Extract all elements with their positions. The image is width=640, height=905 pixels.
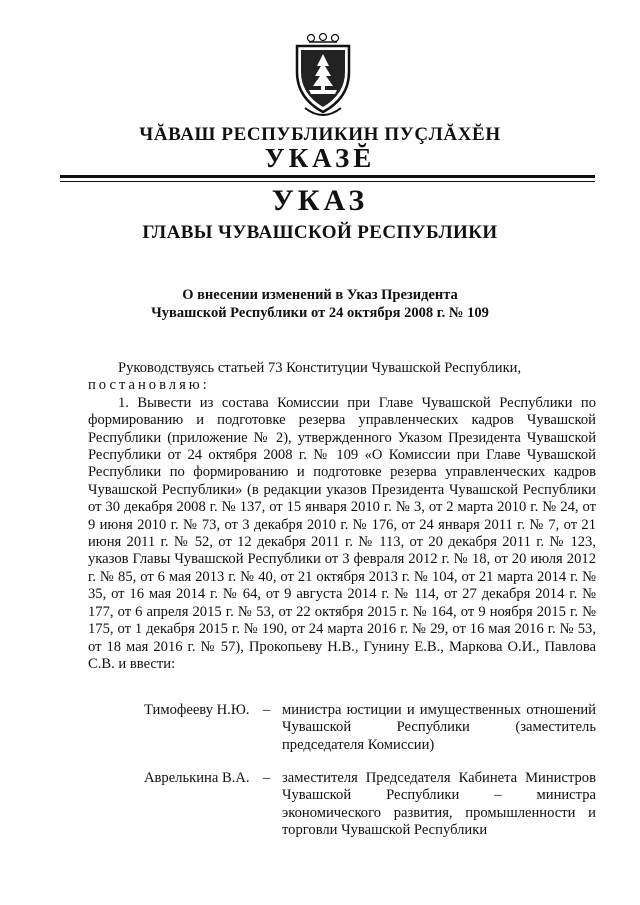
header-divider-thin bbox=[60, 181, 595, 182]
subject-line-2: Чувашской Республики от 24 октября 2008 г. № 109 bbox=[151, 305, 489, 321]
header-divider-thick bbox=[60, 175, 595, 178]
chuvash-header-line: ЧĂВАШ РЕСПУБЛИКИН ПУÇЛĂХĔН bbox=[139, 124, 501, 145]
appointee-name: Тимофееву Н.Ю. bbox=[144, 702, 250, 718]
paragraph-1: 1. Вывести из состава Комиссии при Главе Чувашской Республики по формированию и подготовке резерва управленческих кадров Чувашской Республики (приложение № 2), утвержденного Указом Президента Чувашской Республики от 24 октября 2008 г. № 109 «О Комиссии при Главе Чувашской Республики по формированию и подготовке резерва управленческих кадров Чувашской Республики» (в редакции указов Президента Чувашской Республики от 30 декабря 2008 г. № 137, от 15 января 2010 г. № 3, от 2 марта 2010 г. № 24, от 9 июня 2010 г. № 73, от 3 декабря 2010 г. № 176, от 24 января 2011 г. № 7, от 21 июня 2011 г. № 52, от 12 декабря 2011 г. № 113, от 20 декабря 2011 г. № 123, указов Главы Чувашской Республики от 3 февраля 2012 г. № 18, от 20 июля 2012 г. № 85, от 6 мая 2013 г. № 40, от 21 октября 2013 г. № 104, от 21 марта 2014 г. № 35, от 16 мая 2014 г. № 64, от 9 августа 2014 г. № 114, от 27 декабря 2014 г. № 177, от 6 апреля 2015 г. № 53, от 22 октября 2015 г. № 164, от 9 ноября 2015 г. № 175, от 1 декабря 2015 г. № 190, от 24 марта 2016 г. № 29, от 16 мая 2016 г. № 53, от 18 мая 2016 г. № 57), Прокопьеву Н.В., Гунину Е.В., Маркова О.И., Павлова С.В. и ввести: bbox=[88, 394, 596, 672]
decree-subject bbox=[0, 286, 640, 322]
subject-line-1: О внесении изменений в Указ Президента bbox=[182, 287, 458, 303]
russian-ukaz-title: УКАЗ bbox=[271, 184, 369, 217]
preamble-text: Руководствуясь статьей 73 Конституции Чувашской Республики, bbox=[118, 360, 522, 376]
appointee-role: заместителя Председателя Кабинета Министров Чувашской Республики – министра экономического развития, промышленности и торговли Чувашской Республики bbox=[282, 770, 596, 839]
entry-dash: – bbox=[263, 770, 271, 786]
entry-dash: – bbox=[263, 702, 271, 718]
appointee-role: министра юстиции и имущественных отношений Чувашской Республики (заместитель председателя Комиссии) bbox=[282, 702, 596, 753]
chuvash-ukaz-title: УКАЗĔ bbox=[264, 143, 376, 173]
chuvash-coat-of-arms-icon bbox=[291, 32, 355, 120]
decree-body bbox=[88, 360, 596, 673]
russian-head-line: ГЛАВЫ ЧУВАШСКОЙ РЕСПУБЛИКИ bbox=[142, 222, 498, 243]
decree-word: постановляю: bbox=[88, 377, 210, 394]
appointee-name: Аврелькина В.А. bbox=[144, 770, 250, 786]
